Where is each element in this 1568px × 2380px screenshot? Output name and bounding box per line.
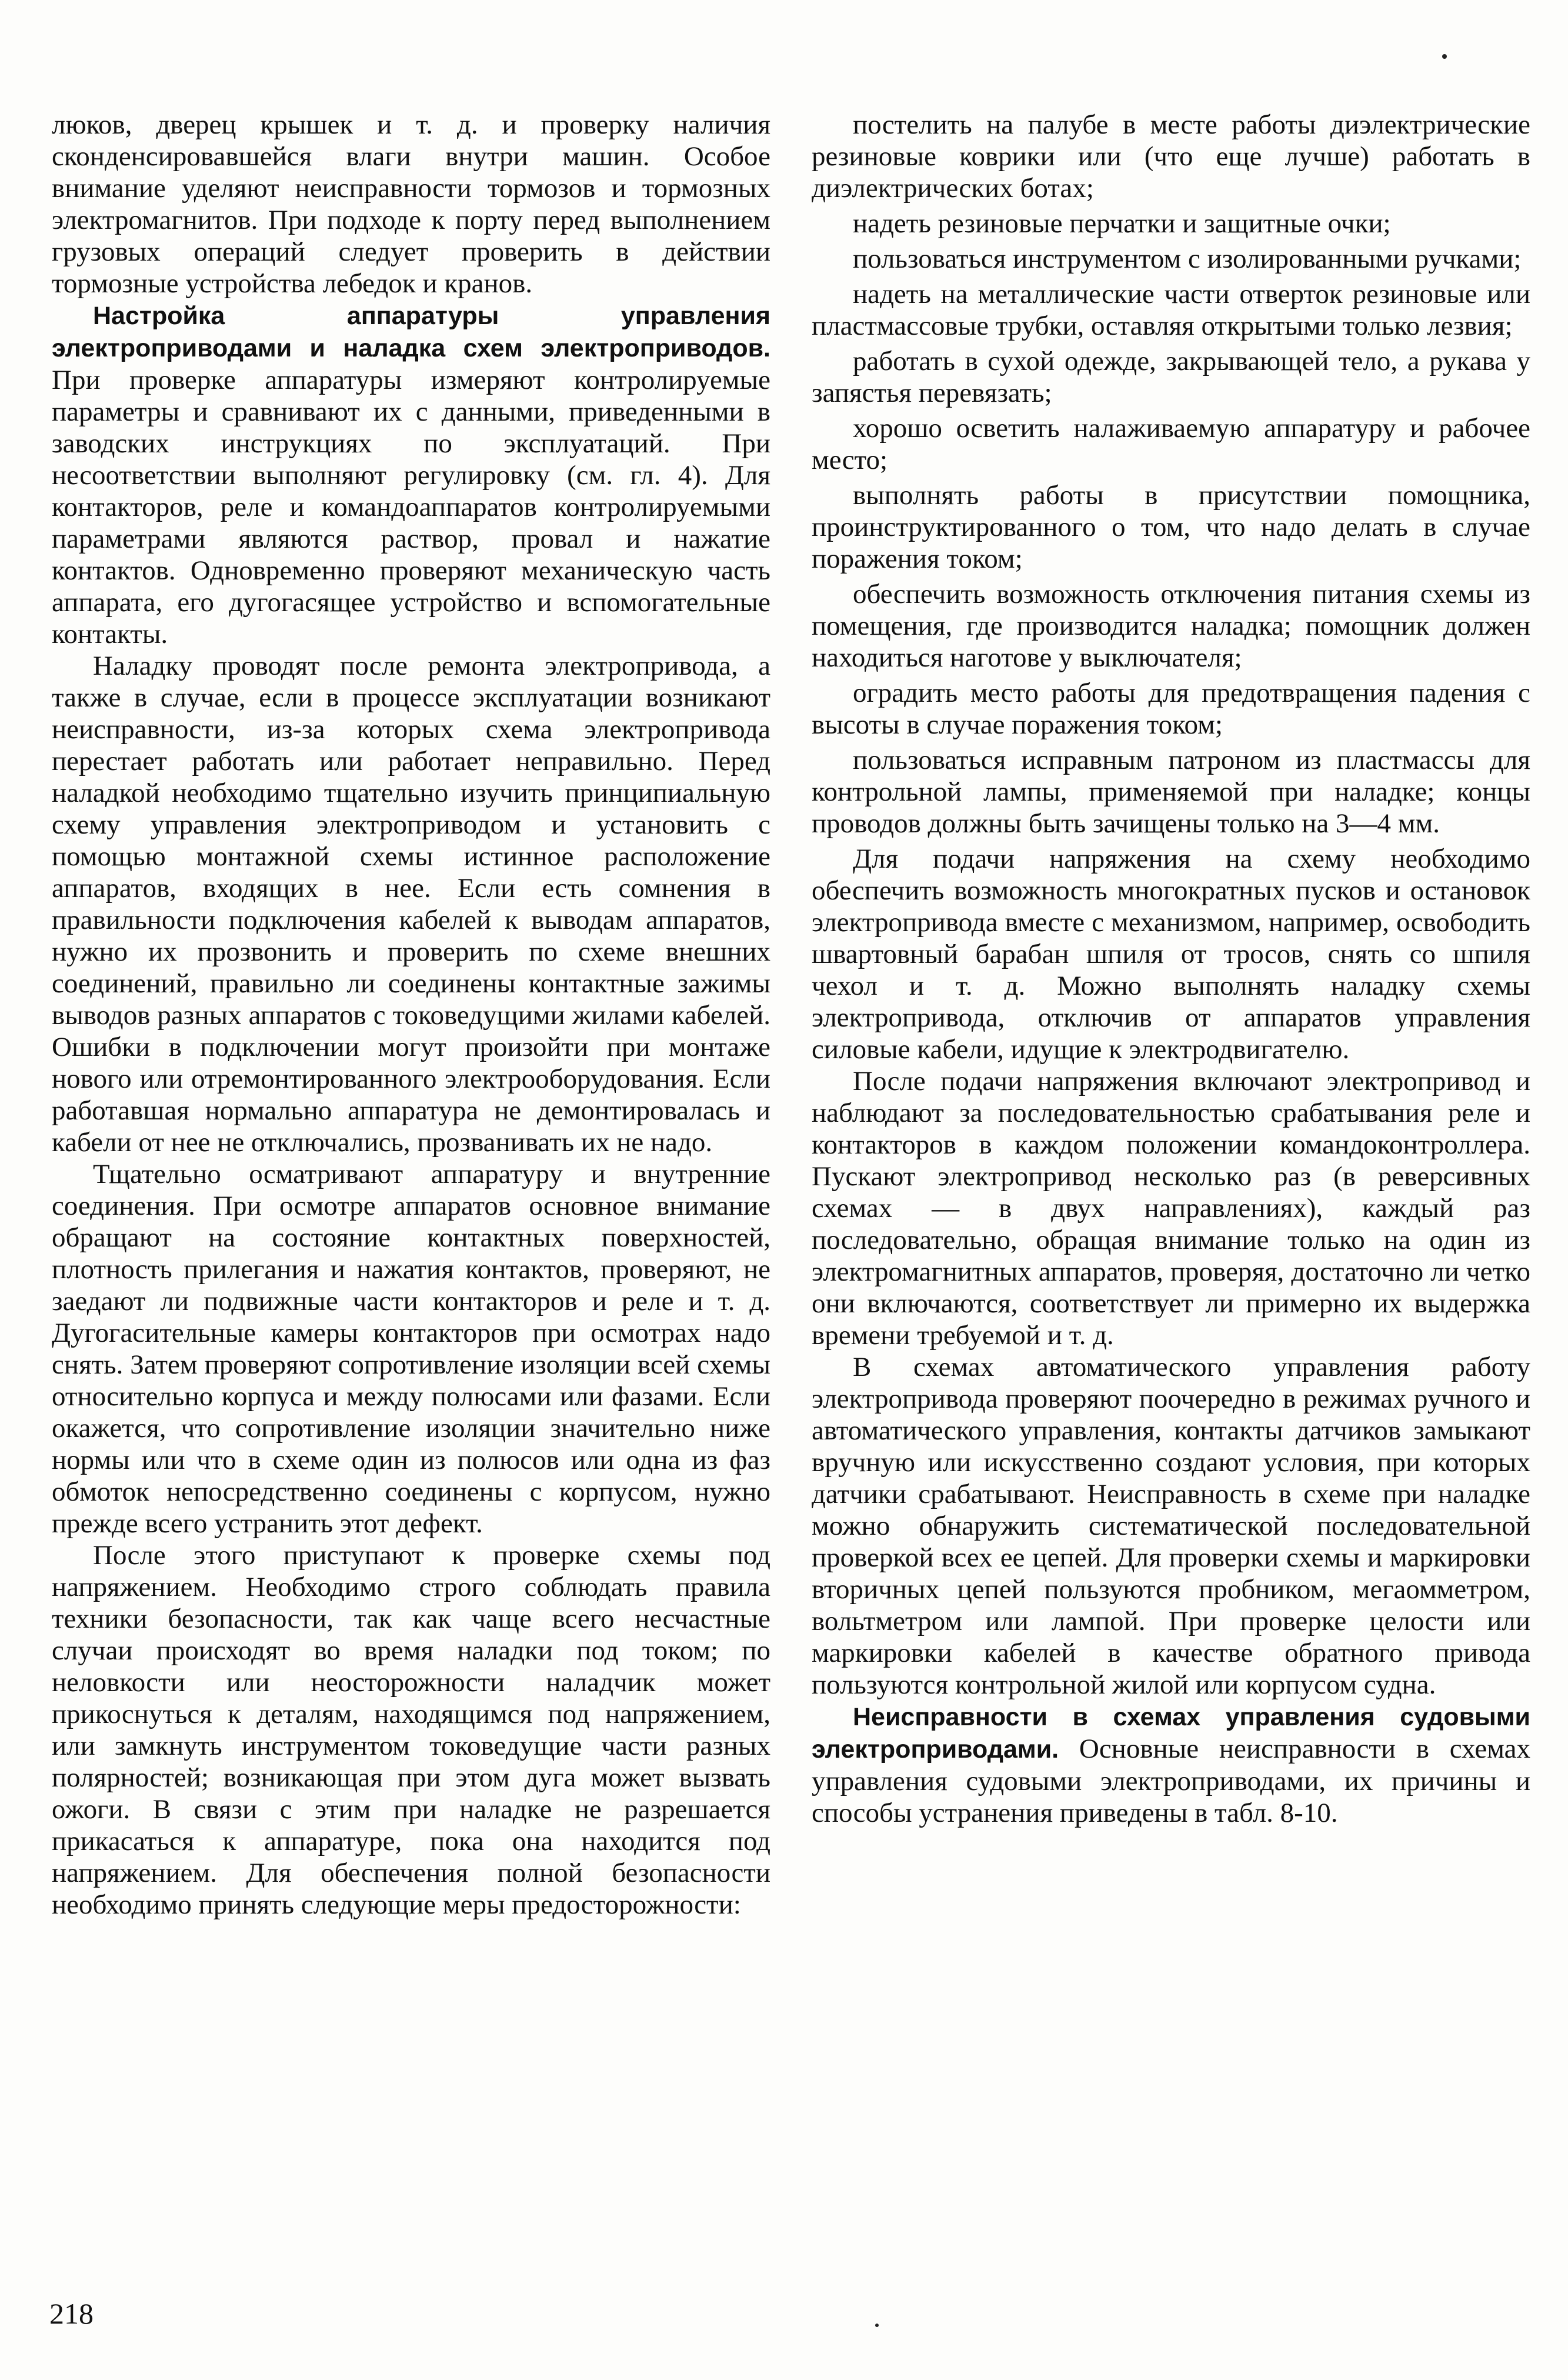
paragraph-inspection: Тщательно осматривают аппаратуру и внутренние соединения. При осмотре аппаратов основное внимание обращают на состояние контактных поверхностей, плотность прилегания и нажатия контактов, проверяют, не заедают ли подвижные части контакторов и реле и т. д. Дугогасительные камеры контакторов при осмотрах надо снять. Затем проверяют сопротивление изоляции всей схемы относительно корпуса и между полюсами или фазами. Если окажется, что сопротивление изоляции значительно ниже нормы или что в схеме один из полюсов или одна из фаз обмоток непосредственно соединены с корпусом, нужно прежде всего устранить этот дефект.: [52, 1159, 770, 1539]
section-body-settings: При проверке аппаратуры измеряют контролируемые параметры и сравнивают их с данными, приведенными в заводских инструкциях по эксплуатаций. При несоответствии выполняют регулировку (см. гл. 4). Для контакторов, реле и командоаппаратов контролируемыми параметрами являются раствор, провал и нажатие контактов. Одновременно проверяют механическую часть аппарата, его дугогасящее устройство и вспомогательные контакты.: [52, 365, 770, 649]
left-column: [52, 109, 770, 1921]
paragraph-safety: После этого приступают к проверке схемы под напряжением. Необходимо строго соблюдать правила техники безопасности, так как чаще всего несчастные случаи происходят во время наладки под током; по неловкости или неосторожности наладчик может прикоснуться к деталям, находящимся под напряжением, или замкнуть инструментом токоведущие части разных полярностей; возникающая при этом дуга может вызвать ожоги. В связи с этим при наладке не разрешается прикасаться к аппаратуре, пока она находится под напряжением. Для обеспечения полной безопасности необходимо принять следующие меры предосторожности:: [52, 1540, 770, 1920]
safety-list-item: пользоваться исправным патроном из пластмассы для контрольной лампы, применяемой при наладке; концы проводов должны быть зачищены только на 3—4 мм.: [812, 745, 1530, 839]
section-heading-faults: Неисправности в схемах управления судовыми электроприводами.: [812, 1703, 1530, 1764]
paragraph-continued: люков, дверец крышек и т. д. и проверку наличия сконденсировавшейся влаги внутри машин. Особое внимание уделяют неисправности тормозов и тормозных электромагнитов. При подходе к порту перед выполнением грузовых операций следует проверить в действии тормозные устройства лебедок и кранов.: [52, 109, 770, 299]
paragraph-faults: [812, 1701, 1530, 1829]
safety-list-item: выполнять работы в присутствии помощника, проинструктированного о том, что надо делать в случае поражения током;: [812, 480, 1530, 574]
right-column: [812, 109, 1530, 1829]
page-number: 218: [49, 2297, 94, 2330]
paragraph-settings: [52, 299, 770, 650]
section-body-faults: Основные неисправности в схемах управления судовыми электроприводами, их причины и способы устранения приведены в табл. 8-10.: [812, 1734, 1530, 1828]
print-speck: [875, 2324, 879, 2327]
paragraph-startup-check: После подачи напряжения включают электропривод и наблюдают за последовательностью срабатывания реле и контакторов в каждом положении командоконтроллера. Пускают электропривод несколько раз (в реверсивных схемах — в двух направлениях), каждый раз последовательно, обращая внимание только на один из электромагнитных аппаратов, проверяя, достаточно ли четко они включаются, соответствует ли примерно их выдержка времени требуемой и т. д.: [812, 1066, 1530, 1351]
safety-list-item: постелить на палубе в месте работы диэлектрические резиновые коврики или (что еще лучше) работать в диэлектрических ботах;: [812, 109, 1530, 204]
safety-list-item: обеспечить возможность отключения питания схемы из помещения, где производится наладка; помощник должен находиться наготове у выключателя;: [812, 579, 1530, 673]
paragraph-automatic-control: В схемах автоматического управления работу электропривода проверяют поочередно в режимах ручного и автоматического управления, контакты датчиков замыкают вручную или искусственно создают условия, при которых датчики срабатывают. Неисправность в схеме при наладке можно обнаружить систематической последовательной проверкой всех ее цепей. Для проверки схемы и маркировки вторичных цепей пользуются пробником, мегаомметром, вольтметром или лампой. При проверке целости или маркировки кабелей в качестве обратного привода пользуются контрольной жилой или корпусом судна.: [812, 1352, 1530, 1700]
paragraph-adjustment: Наладку проводят после ремонта электропривода, а также в случае, если в процессе эксплуатации возникают неисправности, из-за которых схема электропривода перестает работать или работает неправильно. Перед наладкой необходимо тщательно изучить принципиальную схему управления электроприводом и установить с помощью монтажной схемы истинное расположение аппаратов, входящих в нее. Если есть сомнения в правильности подключения кабелей к выводам аппаратов, нужно их прозвонить и проверить по схеме внешних соединений, правильно ли соединены контактные зажимы выводов разных аппаратов с токоведущими жилами кабелей. Ошибки в подключении могут произойти при монтаже нового или отремонтированного электрооборудования. Если работавшая нормально аппаратура не демонтировалась и кабели от нее не отключались, прозванивать их не надо.: [52, 651, 770, 1158]
safety-list-item: работать в сухой одежде, закрывающей тело, а рукава у запястья перевязать;: [812, 346, 1530, 408]
paragraph-voltage-supply: Для подачи напряжения на схему необходимо обеспечить возможность многократных пусков и остановок электропривода вместе с механизмом, например, освободить швартовный барабан шпиля от тросов, снять со шпиля чехол и т. д. Можно выполнять наладку схемы электропривода, отключив от аппаратов управления силовые кабели, идущие к электродвигателю.: [812, 844, 1530, 1065]
safety-list-item: пользоваться инструментом с изолированными ручками;: [853, 244, 1522, 274]
safety-list-item: хорошо осветить налаживаемую аппаратуру и рабочее место;: [812, 413, 1530, 475]
safety-list-item: оградить место работы для предотвращения падения с высоты в случае поражения током;: [812, 678, 1530, 740]
safety-list-item: надеть резиновые перчатки и защитные очки;: [853, 208, 1391, 239]
print-speck: [1442, 54, 1447, 59]
section-heading-settings: Настройка аппаратуры управления электроприводами и наладка схем электроприводов.: [52, 302, 770, 362]
safety-list-item: надеть на металлические части отверток резиновые или пластмассовые трубки, оставляя открытыми только лезвия;: [812, 279, 1530, 341]
